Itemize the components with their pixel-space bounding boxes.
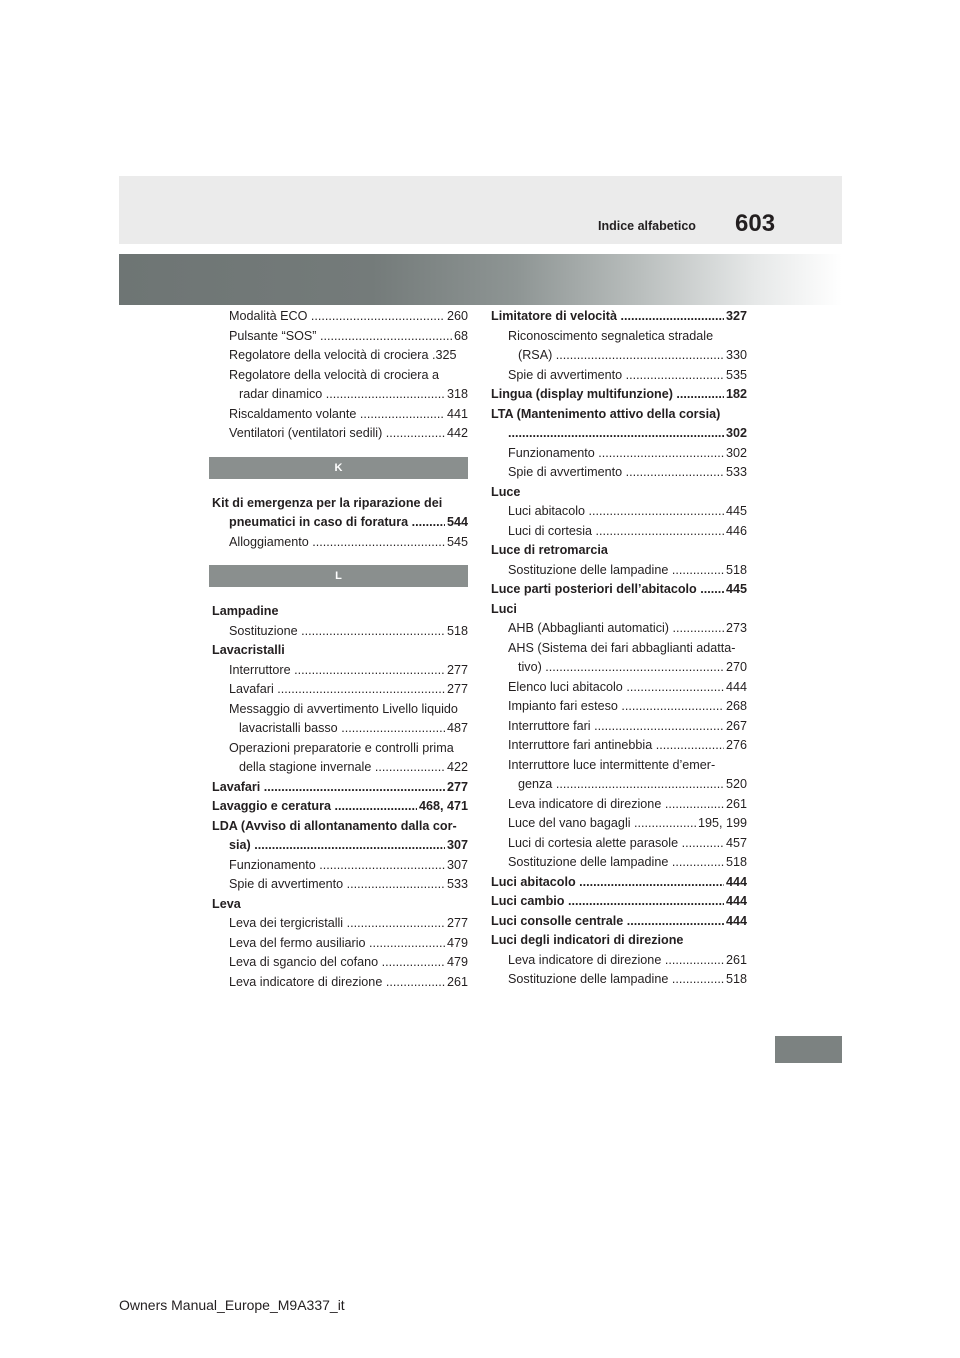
index-entry-sub — [491, 775, 747, 795]
index-entry-sub — [212, 719, 468, 739]
index-entry-main — [491, 541, 747, 561]
index-column-right — [491, 307, 747, 990]
index-entry-page: 273 — [724, 619, 747, 639]
index-entry-label: Impianto fari esteso — [508, 699, 618, 713]
index-entry-page: 533 — [724, 463, 747, 483]
index-entry-page: 446 — [724, 522, 747, 542]
index-entry-sub — [212, 739, 468, 759]
index-entry-label: Interruttore luce intermittente d’emer- — [508, 757, 716, 772]
index-entry-label: radar dinamico — [239, 387, 323, 401]
index-entry-sub — [491, 853, 747, 873]
index-entry-sub — [491, 697, 747, 717]
index-entry-sub — [212, 405, 468, 425]
index-entry-page: 487 — [445, 719, 468, 739]
index-entry-page: 260 — [445, 307, 468, 327]
index-entry-main — [491, 385, 747, 405]
index-entry-sub — [491, 366, 747, 386]
index-entry-label: Luci degli indicatori di direzione — [491, 933, 684, 947]
index-entry-page: 302 — [724, 424, 747, 444]
index-entry-page: 261 — [724, 951, 747, 971]
index-entry-label: Luce di retromarcia — [491, 543, 608, 557]
index-entry-sub — [491, 639, 747, 659]
index-entry-main — [491, 307, 747, 327]
index-entry-page: 302 — [724, 444, 747, 464]
index-entry-sub — [491, 619, 747, 639]
index-entry-sub — [491, 327, 747, 347]
index-entry-label: Funzionamento — [508, 445, 595, 460]
index-entry-sub — [212, 758, 468, 778]
index-entry-label: Leva indicatore di direzione — [508, 796, 662, 811]
section-title: Indice alfabetico — [598, 219, 696, 233]
index-entry-sub — [212, 366, 468, 386]
index-entry-main — [491, 405, 747, 425]
index-entry-page: 267 — [724, 717, 747, 737]
footer-document-id: Owners Manual_Europe_M9A337_it — [119, 1297, 345, 1313]
index-entry-page: 444 — [724, 912, 747, 932]
index-entry-label: Sostituzione delle lampadine — [508, 972, 669, 986]
index-entry-sub — [212, 622, 468, 642]
index-entry-label: Luci di cortesia alette parasole — [508, 835, 679, 850]
index-entry-page: 520 — [724, 775, 747, 795]
index-entry-label: Luci abitacolo — [508, 504, 586, 518]
index-entry-page: 195, 199 — [696, 814, 747, 834]
index-entry-page: 518 — [724, 853, 747, 873]
index-entry-page: 444 — [724, 678, 747, 698]
header-gradient-bar — [119, 254, 842, 305]
index-entry-sub — [212, 385, 468, 405]
index-entry-main — [212, 895, 468, 915]
index-entry-label: pneumatici in caso di foratura — [229, 515, 409, 529]
index-entry-label: LTA (Mantenimento attivo della corsia) — [491, 406, 721, 421]
index-entry-sub — [212, 327, 468, 347]
chapter-side-tab — [775, 1036, 842, 1063]
index-entry-page: 545 — [445, 533, 468, 553]
index-entry-label: Lavaggio e ceratura — [212, 799, 331, 813]
index-entry-label: Messaggio di avvertimento Livello liquido — [229, 701, 458, 716]
index-entry-sub — [212, 661, 468, 681]
index-entry-label: Modalità ECO — [229, 309, 308, 323]
index-entry-page: 182 — [724, 385, 747, 405]
index-entry-sub — [212, 953, 468, 973]
index-entry-label: Luci consolle centrale — [491, 913, 624, 928]
index-entry-label: Luce — [491, 484, 521, 499]
index-entry-page: 268 — [724, 697, 747, 717]
index-entry-sub — [491, 717, 747, 737]
index-entry-label: AHS (Sistema dei fari abbaglianti adatta- — [508, 640, 736, 655]
index-entry-label: Funzionamento — [229, 857, 316, 872]
index-entry-sub — [491, 444, 747, 464]
index-entry-page: 544 — [445, 513, 468, 533]
index-entry-page: 479 — [445, 953, 468, 973]
index-entry-page: 535 — [724, 366, 747, 386]
index-entry-label: Interruttore — [229, 662, 291, 677]
index-entry-sub — [212, 346, 468, 366]
index-entry-main — [491, 600, 747, 620]
index-entry-sub — [212, 680, 468, 700]
index-entry-label: Leva di sgancio del cofano — [229, 955, 379, 969]
index-entry-page: 518 — [724, 561, 747, 581]
index-entry-sub — [212, 424, 468, 444]
index-entry-label: della stagione invernale — [239, 760, 372, 774]
index-entry-page: 445 — [724, 580, 747, 600]
index-column-left — [212, 307, 468, 992]
index-entry-page: 479 — [445, 934, 468, 954]
index-entry-sub — [491, 736, 747, 756]
index-entry-sub — [212, 700, 468, 720]
index-entry-sub — [491, 463, 747, 483]
index-entry-page: 277 — [445, 680, 468, 700]
index-entry-sub — [212, 307, 468, 327]
index-entry-label: Luci cambio — [491, 894, 565, 908]
index-entry-label: Luci di cortesia — [508, 523, 592, 538]
index-entry-label: Leva del fermo ausiliario — [229, 935, 366, 950]
index-entry-sub — [491, 814, 747, 834]
index-entry-label: Riconoscimento segnaletica stradale — [508, 328, 714, 343]
index-entry-sub — [491, 522, 747, 542]
index-entry-page: 468, 471 — [417, 797, 468, 817]
index-entry-page: 457 — [724, 834, 747, 854]
index-entry-main — [491, 892, 747, 912]
index-entry-main — [212, 836, 468, 856]
index-entry-label: LDA (Avviso di allontanamento dalla cor- — [212, 818, 457, 833]
index-entry-label: Spie di avvertimento — [229, 877, 344, 891]
index-entry-page: 518 — [724, 970, 747, 990]
index-entry-main — [491, 931, 747, 951]
index-entry-label: Leva indicatore di direzione — [508, 952, 662, 967]
index-entry-label: Luce parti posteriori dell’abitacolo — [491, 582, 697, 596]
section-letter-band: K — [209, 457, 468, 479]
index-entry-sub — [212, 914, 468, 934]
index-entry-main — [212, 602, 468, 622]
index-entry-label: Lavafari — [212, 779, 261, 794]
index-entry-label: Alloggiamento — [229, 534, 309, 549]
index-entry-label: Kit di emergenza per la riparazione dei — [212, 495, 443, 510]
index-entry-page: 277 — [445, 661, 468, 681]
index-entry-sub — [212, 934, 468, 954]
index-entry-page: 533 — [445, 875, 468, 895]
index-entry-label: Ventilatori (ventilatori sedili) — [229, 426, 383, 440]
index-entry-label: Regolatore della velocità di crociera .325 — [229, 348, 457, 362]
index-entry-main — [212, 641, 468, 661]
index-entry-sub — [491, 756, 747, 776]
index-entry-label: Luci — [491, 601, 517, 616]
index-entry-page: 307 — [445, 836, 468, 856]
index-entry-label: Interruttore fari antinebbia — [508, 738, 653, 752]
index-entry-label: Sostituzione delle lampadine — [508, 855, 669, 869]
index-entry-sub — [212, 875, 468, 895]
index-entry-sub — [491, 970, 747, 990]
index-entry-label: Operazioni preparatorie e controlli prima — [229, 740, 454, 755]
index-entry-label: Limitatore di velocità — [491, 309, 617, 323]
index-entry-sub — [212, 533, 468, 553]
index-entry-page: 276 — [724, 736, 747, 756]
index-entry-label: sia) — [229, 838, 251, 852]
index-entry-label: genza — [518, 777, 553, 791]
index-entry-label: Pulsante “SOS” — [229, 328, 317, 343]
index-entry-page: 68 — [452, 327, 468, 347]
index-entry-label: Elenco luci abitacolo — [508, 679, 623, 694]
index-entry-label: (RSA) — [518, 348, 553, 362]
index-entry-page: 270 — [724, 658, 747, 678]
index-entry-label: Spie di avvertimento — [508, 367, 623, 382]
index-entry-label: tivo) — [518, 660, 542, 674]
index-entry-label: Riscaldamento volante — [229, 406, 357, 421]
index-entry-label: Leva dei tergicristalli — [229, 916, 344, 930]
index-entry-page: 444 — [724, 873, 747, 893]
index-entry-page: 277 — [445, 778, 468, 798]
index-entry-page: 277 — [445, 914, 468, 934]
index-entry-page: 327 — [724, 307, 747, 327]
index-entry-main — [212, 817, 468, 837]
index-entry-main — [212, 778, 468, 798]
index-entry-sub — [212, 973, 468, 993]
index-entry-sub — [491, 346, 747, 366]
index-entry-main — [212, 513, 468, 533]
index-entry-label: Sostituzione — [229, 623, 298, 638]
index-entry-sub — [491, 678, 747, 698]
index-entry-sub — [491, 658, 747, 678]
index-entry-page: 307 — [445, 856, 468, 876]
section-letter-band: L — [209, 565, 468, 587]
header-band — [119, 176, 842, 244]
index-entry-label: Luci abitacolo — [491, 874, 576, 889]
index-entry-page: 261 — [445, 973, 468, 993]
page-number: 603 — [735, 210, 776, 237]
index-entry-label: Lingua (display multifunzione) — [491, 387, 673, 401]
index-entry-label: Lampadine — [212, 604, 279, 618]
index-entry-sub — [212, 856, 468, 876]
index-entry-label: Luce del vano bagagli — [508, 816, 631, 830]
index-entry-sub — [491, 795, 747, 815]
index-entry-sub — [491, 561, 747, 581]
index-entry-main — [491, 580, 747, 600]
index-entry-sub — [491, 951, 747, 971]
index-entry-main — [212, 797, 468, 817]
index-entry-label: Spie di avvertimento — [508, 465, 623, 479]
index-entry-label: Leva indicatore di direzione — [229, 974, 383, 989]
index-entry-label: Interruttore fari — [508, 718, 591, 733]
index-entry-sub — [491, 834, 747, 854]
index-entry-label: Regolatore della velocità di crociera a — [229, 367, 440, 382]
index-entry-page: 441 — [445, 405, 468, 425]
index-entry-page: 444 — [724, 892, 747, 912]
index-entry-label: Sostituzione delle lampadine — [508, 562, 669, 577]
index-entry-label: Lavacristalli — [212, 643, 285, 657]
index-entry-label: Leva — [212, 896, 241, 911]
index-entry-sub — [491, 502, 747, 522]
index-entry-label: lavacristalli basso — [239, 721, 338, 735]
index-entry-main — [212, 494, 468, 514]
index-entry-page: 261 — [724, 795, 747, 815]
index-entry-label: AHB (Abbaglianti automatici) — [508, 621, 669, 635]
index-entry-label: Lavafari — [229, 682, 274, 696]
index-entry-main — [491, 873, 747, 893]
index-entry-page: 330 — [724, 346, 747, 366]
index-entry-page: 445 — [724, 502, 747, 522]
index-entry-main — [491, 424, 747, 444]
index-entry-page: 318 — [445, 385, 468, 405]
index-entry-main — [491, 483, 747, 503]
index-entry-main — [491, 912, 747, 932]
index-entry-page: 518 — [445, 622, 468, 642]
index-entry-page: 422 — [445, 758, 468, 778]
index-entry-page: 442 — [445, 424, 468, 444]
